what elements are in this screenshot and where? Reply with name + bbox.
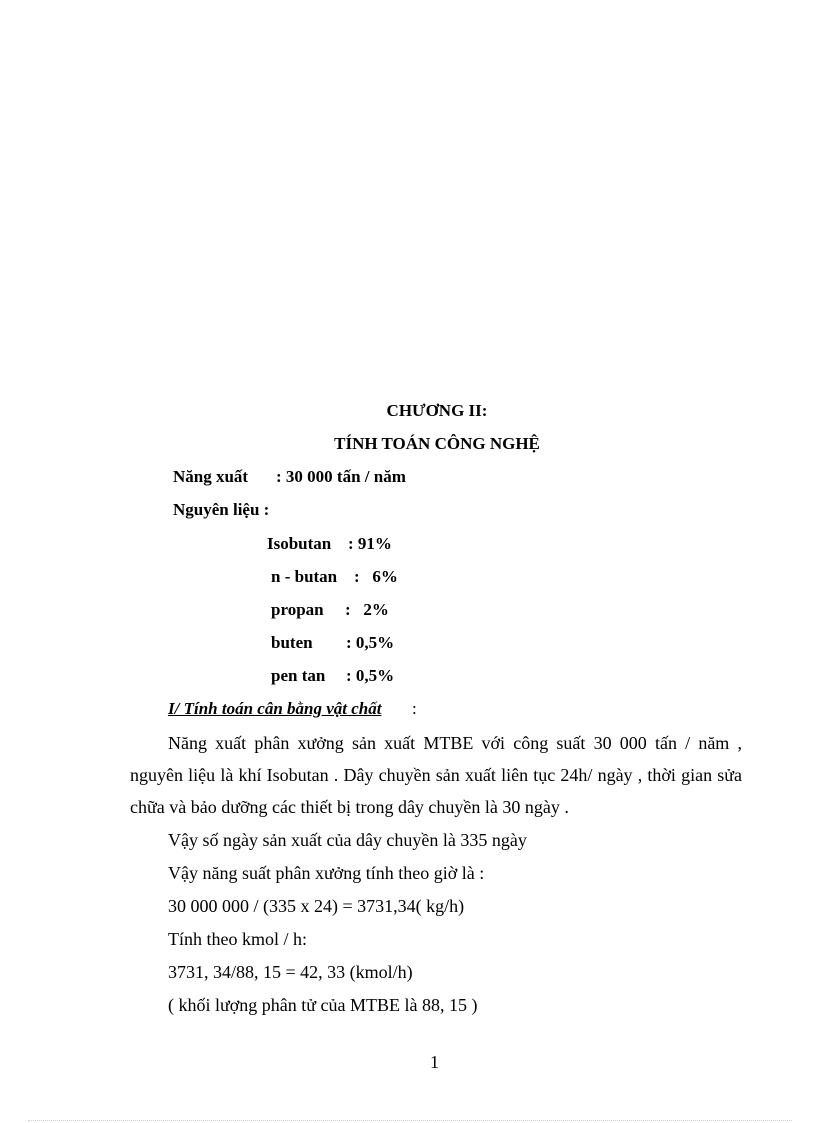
feedstock-label: Nguyên liệu :: [173, 500, 270, 519]
capacity-value: : 30 000 tấn / năm: [276, 467, 406, 486]
page-divider: [28, 1120, 792, 1121]
chapter-title: TÍNH TOÁN CÔNG NGHỆ: [334, 434, 540, 453]
feedstock-item-value: : 2%: [345, 600, 389, 619]
section-heading-colon: :: [412, 699, 417, 718]
text-line: 3731, 34/88, 15 = 42, 33 (kmol/h): [168, 962, 413, 982]
feedstock-item-name: propan: [271, 600, 324, 619]
text-line: Vậy năng suất phân xưởng tính theo giờ là :: [168, 863, 485, 883]
section-paragraph: Năng xuất phân xưởng sản xuất MTBE với công suất 30 000 tấn / năm , nguyên liệu là khí Isobutan . Dây chuyền sản xuất liên tục 24h/ ngày , thời gian sửa chữa và bảo dưỡng các thiết bị trong dây chuyền là 30 ngày .: [130, 733, 742, 817]
feedstock-item-value: : 6%: [354, 567, 398, 586]
feedstock-item-value: : 0,5%: [346, 666, 395, 685]
text-line: 30 000 000 / (335 x 24) = 3731,34( kg/h): [168, 896, 465, 916]
feedstock-item-name: Isobutan: [267, 534, 332, 553]
capacity-label: Năng xuất: [173, 467, 249, 486]
feedstock-item-name: n - butan: [271, 567, 338, 586]
chapter-number: CHƯƠNG II:: [386, 401, 488, 420]
text-line: Tính theo kmol / h:: [168, 929, 307, 949]
feedstock-item-name: pen tan: [271, 666, 326, 685]
page-number: 1: [430, 1052, 439, 1072]
feedstock-item-value: : 0,5%: [346, 633, 395, 652]
text-line: ( khối lượng phân tử của MTBE là 88, 15 ): [168, 995, 478, 1015]
text-line: Vậy số ngày sản xuất của dây chuyền là 335 ngày: [168, 830, 527, 850]
feedstock-item-value: : 91%: [348, 534, 392, 553]
section-heading-text: I/ Tính toán cân bằng vật chất: [168, 699, 382, 718]
feedstock-item-name: buten: [271, 633, 313, 652]
